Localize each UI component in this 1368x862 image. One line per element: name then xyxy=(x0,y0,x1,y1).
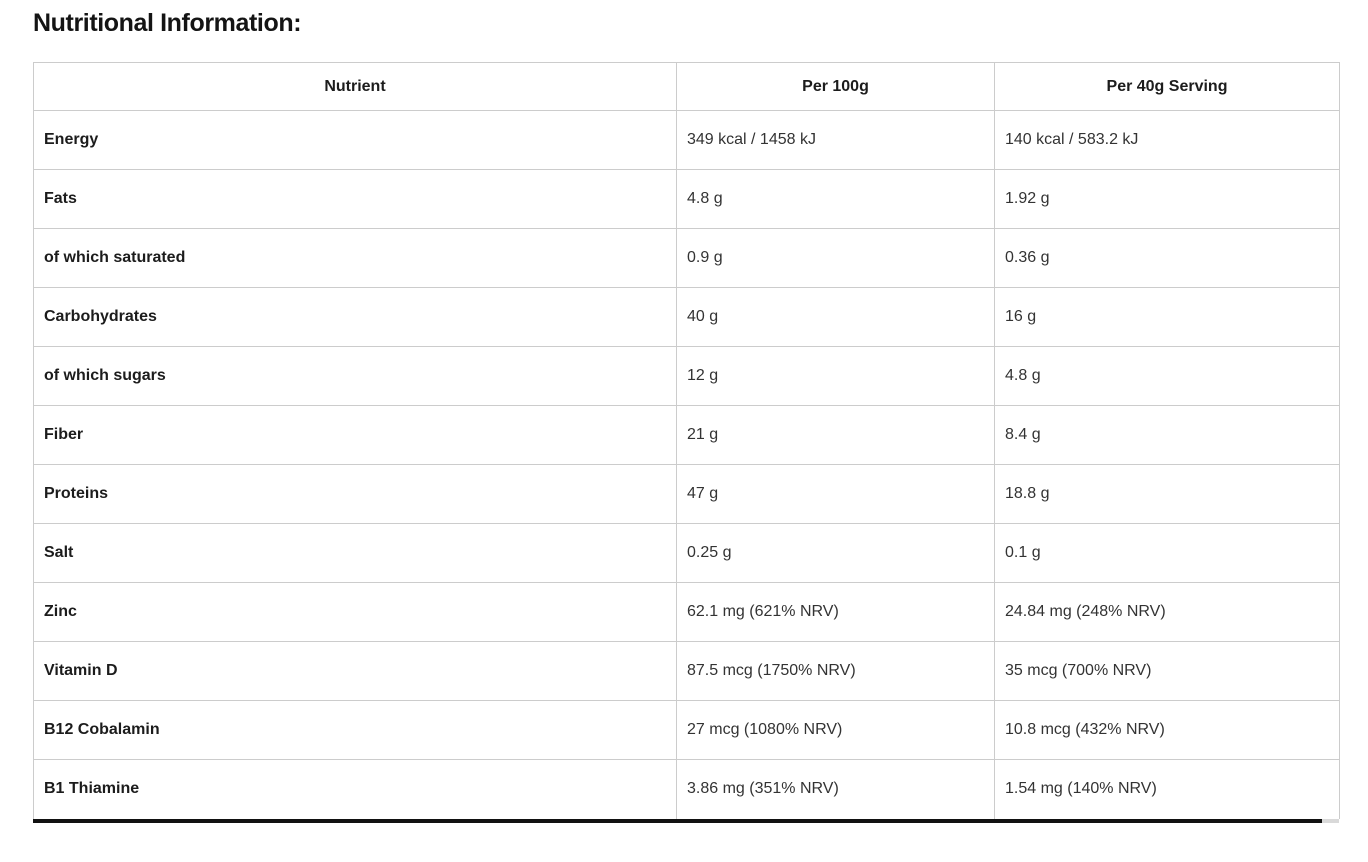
per-100g-cell: 87.5 mcg (1750% NRV) xyxy=(677,642,995,701)
page-title: Nutritional Information: xyxy=(33,9,302,37)
per-100g-cell: 40 g xyxy=(677,288,995,347)
table-row-vitamin-d xyxy=(34,642,1340,701)
per-100g-cell: 27 mcg (1080% NRV) xyxy=(677,701,995,760)
per-40g-cell: 24.84 mg (248% NRV) xyxy=(995,583,1340,642)
horizontal-scrollbar-track[interactable] xyxy=(33,819,1339,823)
per-100g-cell: 3.86 mg (351% NRV) xyxy=(677,760,995,819)
per-40g-cell: 4.8 g xyxy=(995,347,1340,406)
per-40g-cell: 1.92 g xyxy=(995,170,1340,229)
per-100g-cell: 4.8 g xyxy=(677,170,995,229)
per-40g-cell: 10.8 mcg (432% NRV) xyxy=(995,701,1340,760)
nutrient-name-cell: of which sugars xyxy=(34,347,677,406)
table-row-b12-cobalamin xyxy=(34,701,1340,760)
nutrient-name-cell: of which saturated xyxy=(34,229,677,288)
column-header-per-100g: Per 100g xyxy=(677,63,995,111)
per-40g-cell: 8.4 g xyxy=(995,406,1340,465)
table-row-fiber xyxy=(34,406,1340,465)
per-100g-cell: 0.9 g xyxy=(677,229,995,288)
nutrient-name-cell: Vitamin D xyxy=(34,642,677,701)
per-40g-cell: 0.36 g xyxy=(995,229,1340,288)
table-row-sugars xyxy=(34,347,1340,406)
per-40g-cell: 0.1 g xyxy=(995,524,1340,583)
nutrient-name-cell: Fiber xyxy=(34,406,677,465)
per-40g-cell: 1.54 mg (140% NRV) xyxy=(995,760,1340,819)
per-40g-cell: 140 kcal / 583.2 kJ xyxy=(995,111,1340,170)
nutrient-name-cell: Salt xyxy=(34,524,677,583)
nutrient-name-cell: Energy xyxy=(34,111,677,170)
nutrient-name-cell: B12 Cobalamin xyxy=(34,701,677,760)
table-row-fats xyxy=(34,170,1340,229)
nutrient-name-cell: B1 Thiamine xyxy=(34,760,677,819)
column-header-nutrient: Nutrient xyxy=(34,63,677,111)
nutrient-name-cell: Proteins xyxy=(34,465,677,524)
per-100g-cell: 47 g xyxy=(677,465,995,524)
column-header-per-40g-serving: Per 40g Serving xyxy=(995,63,1340,111)
nutrient-name-cell: Carbohydrates xyxy=(34,288,677,347)
per-100g-cell: 12 g xyxy=(677,347,995,406)
table-header-row xyxy=(34,63,1340,111)
per-100g-cell: 0.25 g xyxy=(677,524,995,583)
horizontal-scrollbar-thumb[interactable] xyxy=(33,819,1322,823)
table-row-saturated xyxy=(34,229,1340,288)
table-row-zinc xyxy=(34,583,1340,642)
per-40g-cell: 18.8 g xyxy=(995,465,1340,524)
table-row-carbohydrates xyxy=(34,288,1340,347)
nutrition-table xyxy=(33,62,1340,819)
per-40g-cell: 35 mcg (700% NRV) xyxy=(995,642,1340,701)
per-100g-cell: 349 kcal / 1458 kJ xyxy=(677,111,995,170)
per-100g-cell: 21 g xyxy=(677,406,995,465)
nutrient-name-cell: Fats xyxy=(34,170,677,229)
per-100g-cell: 62.1 mg (621% NRV) xyxy=(677,583,995,642)
table-row-b1-thiamine xyxy=(34,760,1340,819)
per-40g-cell: 16 g xyxy=(995,288,1340,347)
table-row-proteins xyxy=(34,465,1340,524)
nutrient-name-cell: Zinc xyxy=(34,583,677,642)
table-row-salt xyxy=(34,524,1340,583)
table-row-energy xyxy=(34,111,1340,170)
